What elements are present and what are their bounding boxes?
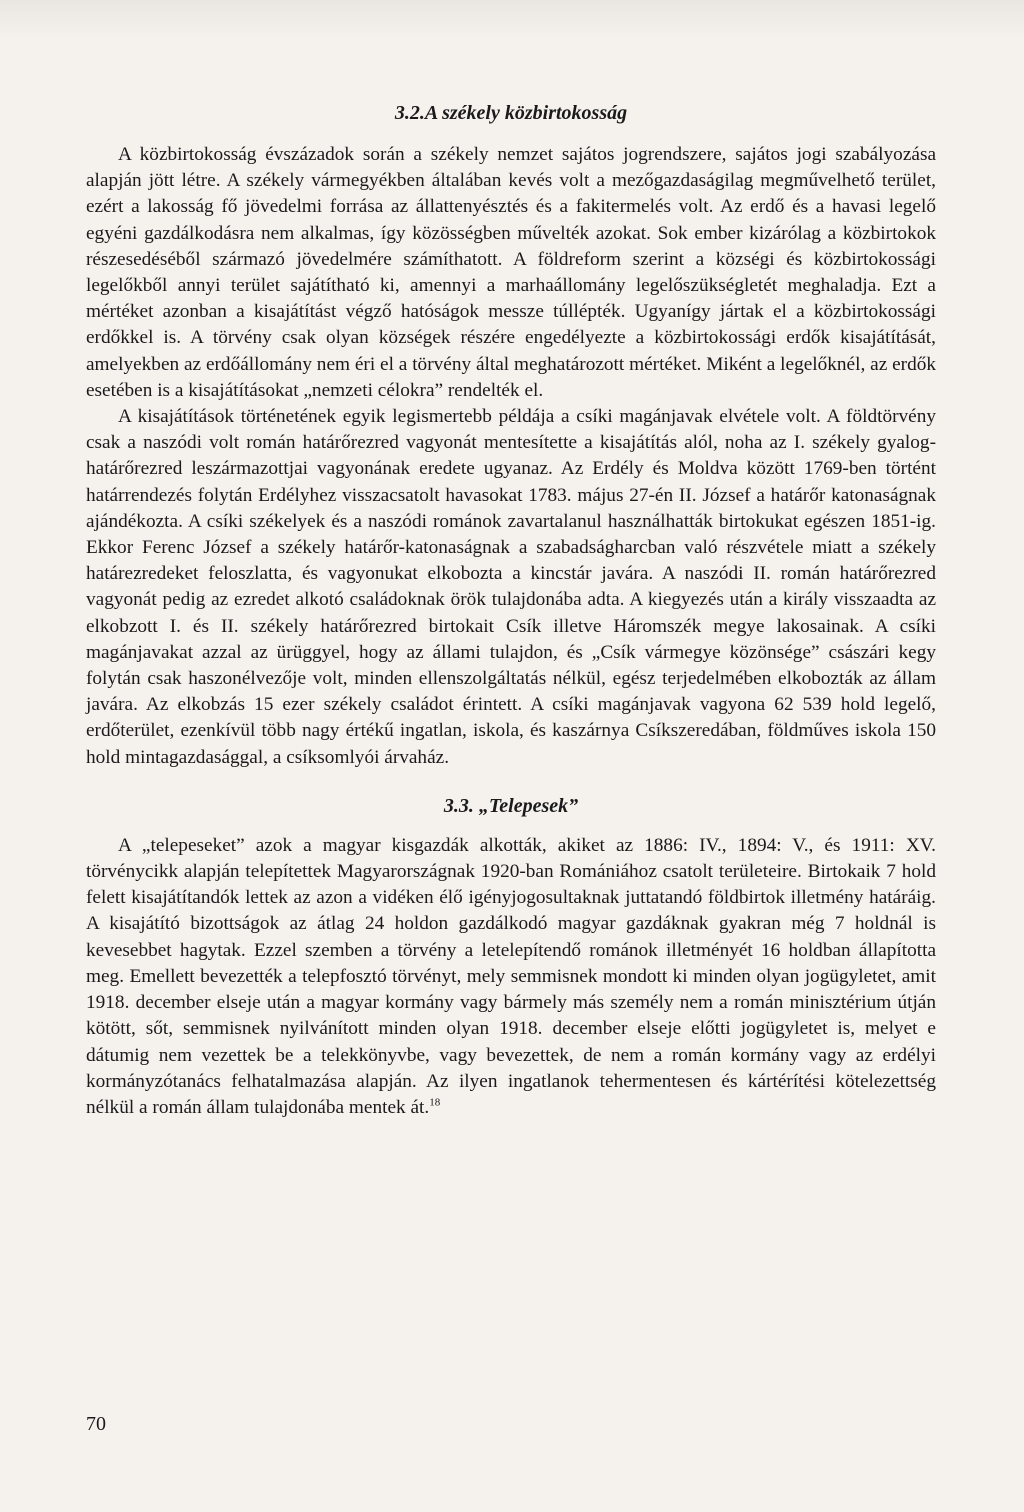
footnote-reference: 18: [429, 1096, 441, 1109]
paragraph: A közbirtokosság évszázadok során a székely nemzet sajátos jogrendszere, sajátos jogi szabályozása alapján jött létre. A székely vármegyékben általában kevés volt a mezőgazdaságilag megművelhető terület, ezért a lakosság fő jövedelmi forrása az állattenyésztés és a fakitermelés volt. Az erdő és a havasi legelő egyéni gazdálkodásra nem alkalmas, így közösségben művelték azokat. Sok ember kizárólag a közbirtokok részesedéséből származó jövedelmére számíthatott. A földreform szerint a községi és közbirtokossági legelőkből annyi terület sajátítható ki, amennyi a marhaállomány legelőszükségletét meghaladja. Ezt a mértéket azonban a kisajátítást végző hatóságok messze túllépték. Ugyanígy jártak el a közbirtokossági erdőkkel is. A törvény csak olyan községek részére engedélyezte a közbirtokossági erdők kisajátítását, amelyekben az erdőállomány nem éri el a törvény által meghatározott mértéket. Miként a legelőknél, az erdők esetében is a kisajátításokat „nemzeti célokra” rendelték el.: [86, 144, 936, 401]
section-heading-kozbirtokossag: 3.2.A székely közbirtokosság: [394, 102, 628, 124]
scan-edge-shading: [0, 0, 1024, 40]
paragraph-text: A „telepeseket” azok a magyar kisgazdák alkották, akiket az 1886: IV., 1894: V., és 1911: XV. törvénycikk alapján telepítettek Magyarországnak 1920-ban Romániához csatolt területeire. Birtokaik 7 hold felett kisajátítandók lettek az azon a vidéken élő igényjogosultaknak juttatandó földbirtok illetmény határáig. A kisajátító bizottságok az átlag 24 holdon gazdálkodó magyar gazdáknak gyakran még 7 holdnál is kevesebbet hagytak. Ezzel szemben a törvény a letelepítendő románok illetményét 16 holdban állapította meg. Emellett bevezették a telepfosztó törvényt, mely semmisnek mondott ki minden olyan jogügyletet, amit 1918. december elseje után a magyar kormány vagy bármely más személy nem a román minisztérium útján kötött, sőt, semmisnek nyilvánított minden olyan 1918. december elseje előtti jogügyletet is, melyet e dátumig nem vezettek be a telekkönyvbe, vagy bevezettek, de nem a román kormány vagy az erdélyi kormányzótanács felhatalmazása alapján. Az ilyen ingatlanok tehermentesen és kártérítési kötelezettség nélkül a román állam tulajdonába mentek át.: [86, 834, 936, 1118]
page-body: [86, 100, 936, 1121]
page-number: 70: [86, 1413, 106, 1435]
section-heading-telepesek: 3.3. „Telepesek”: [443, 794, 579, 817]
paragraph: [86, 833, 936, 1121]
paragraph: A kisajátítások történetének egyik legismertebb példája a csíki magánjavak elvétele volt. A földtörvény csak a naszódi volt román határőrezred vagyonát mentesítette a kisajátítás alól, noha az I. székely gyalog-határőrezred leszármazottjai vagyonának eredete ugyanaz. Az Erdély és Moldva között 1769-ben történt határrendezés folytán Erdélyhez visszacsatolt havasokat 1783. május 27-én II. József a határőr katonaságnak ajándékozta. A csíki székelyek és a naszódi románok zavartalanul használhatták birtokukat egészen 1851-ig. Ekkor Ferenc József a székely határőr-katonaságnak a szabadságharcban való részvétele miatt a székely határezredeket feloszlatta, és vagyonukat elkobozta a kincstár javára. A naszódi II. román határőrezred vagyonát pedig az ezredet alkotó családoknak örök tulajdonába adta. A kiegyezés után a király visszaadta az elkobzott I. és II. székely határőrezred birtokait Csík illetve Háromszék megye lakosainak. A csíki magánjavakat azzal az ürüggyel, hogy az állami tulajdon, és „Csík vármegye közönsége” császári kegy folytán csak haszonélvezője volt, minden ellenszolgáltatás nélkül, egész terjedelmében elkobozták az állam javára. Az elkobzás 15 ezer székely családot érintett. A csíki magánjavak vagyona 62 539 hold legelő, erdőterület, ezenkívül több nagy értékű ingatlan, iskola, és kaszárnya Csíkszeredában, földműves iskola 150 hold mintagazdasággal, a csíksomlyói árvaház.: [86, 406, 936, 768]
